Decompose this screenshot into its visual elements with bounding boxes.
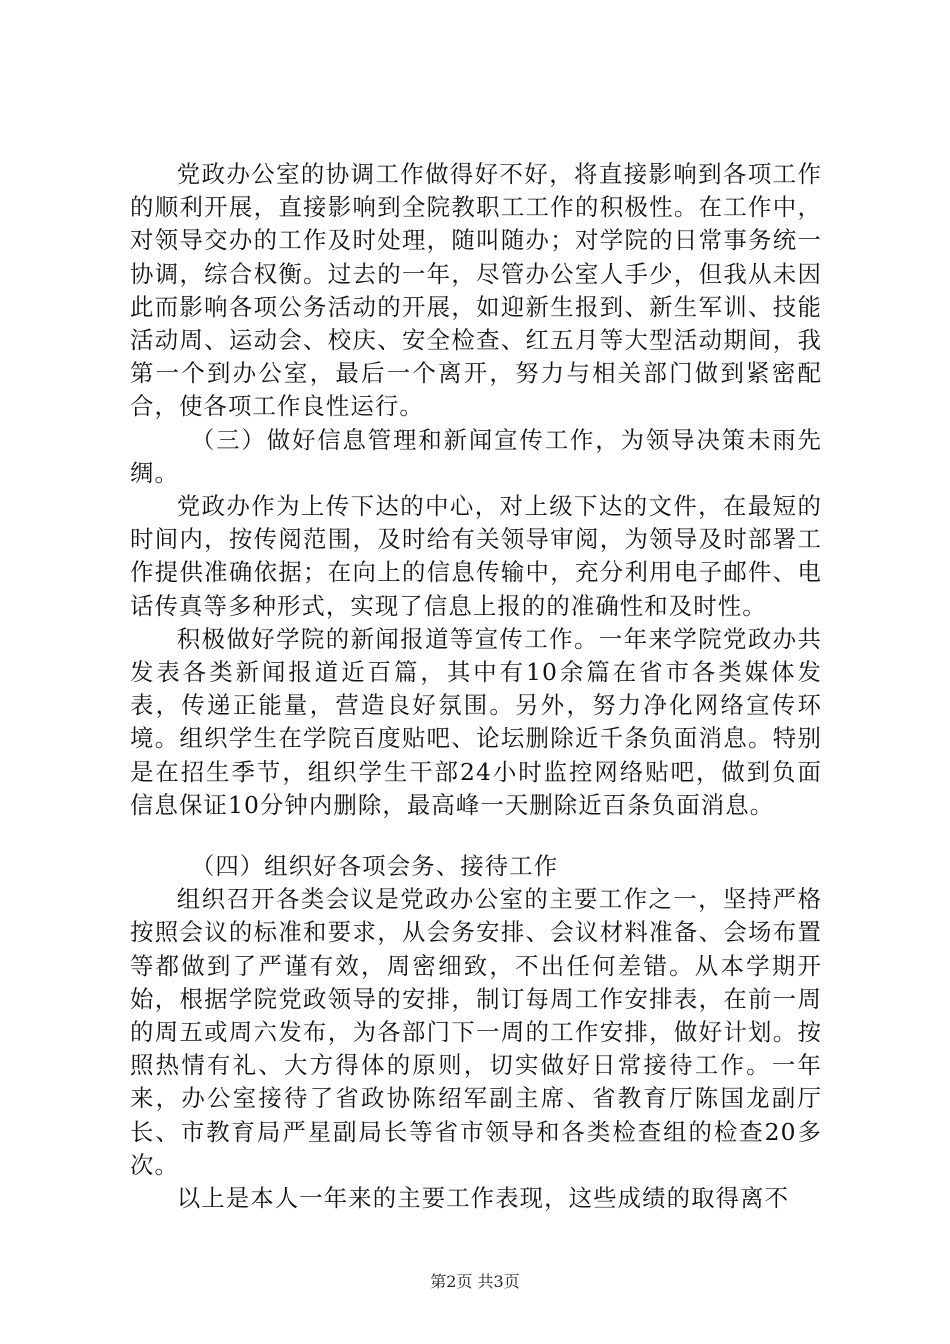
paragraph-summary: 以上是本人一年来的主要工作表现，这些成绩的取得离不: [176, 1184, 790, 1213]
document-body: [130, 158, 822, 1215]
section-heading-4: （四）组织好各项会务、接待工作: [190, 852, 559, 881]
page-footer: 第2页 共3页: [430, 1272, 520, 1291]
paragraph-coordination: 党政办公室的协调工作做得好不好，将直接影响到各项工作的顺利开展，直接影响到全院教职工工作的积极性。在工作中，对领导交办的工作及时处理，随叫随办；对学院的日常事务统一协调，综合权衡。过去的一年，尽管办公室人手少，但我从未因此而影响各项公务活动的开展，如迎新生报到、新生军训、技能活动周、运动会、校庆、安全检查、红五月等大型活动期间，我第一个到办公室，最后一个离开，努力与相关部门做到紧密配合，使各项工作良性运行。: [130, 160, 822, 421]
paragraph-meetings: 组织召开各类会议是党政办公室的主要工作之一，坚持严格按照会议的标准和要求，从会务安排、会议材料准备、会场布置等都做到了严谨有效，周密细致，不出任何差错。从本学期开始，根据学院党政领导的安排，制订每周工作安排表，在前一周的周五或周六发布，为各部门下一周的工作安排，做好计划。按照热情有礼、大方得体的原则，切实做好日常接待工作。一年来，办公室接待了省政协陈绍军副主席、省教育厅陈国龙副厅长、市教育局严星副局长等省市领导和各类检查组的检查20多次。: [130, 885, 822, 1179]
paragraph-information: 党政办作为上传下达的中心，对上级下达的文件，在最短的时间内，按传阅范围，及时给有关领导审阅，为领导及时部署工作提供准确依据；在向上的信息传输中，充分利用电子邮件、电话传真等多种形式，实现了信息上报的的准确性和及时性。: [130, 492, 822, 620]
paragraph-publicity: 积极做好学院的新闻报道等宣传工作。一年来学院党政办共发表各类新闻报道近百篇，其中有10余篇在省市各类媒体发表，传递正能量，营造良好氛围。另外，努力净化网络宣传环境。组织学生在学院百度贴吧、论坛删除近千条负面消息。特别是在招生季节，组织学生干部24小时监控网络贴吧，做到负面信息保证10分钟内删除，最高峰一天删除近百条负面消息。: [130, 624, 822, 819]
section-heading-3: （三）做好信息管理和新闻宣传工作，为领导决策未雨先绸。: [130, 425, 822, 487]
